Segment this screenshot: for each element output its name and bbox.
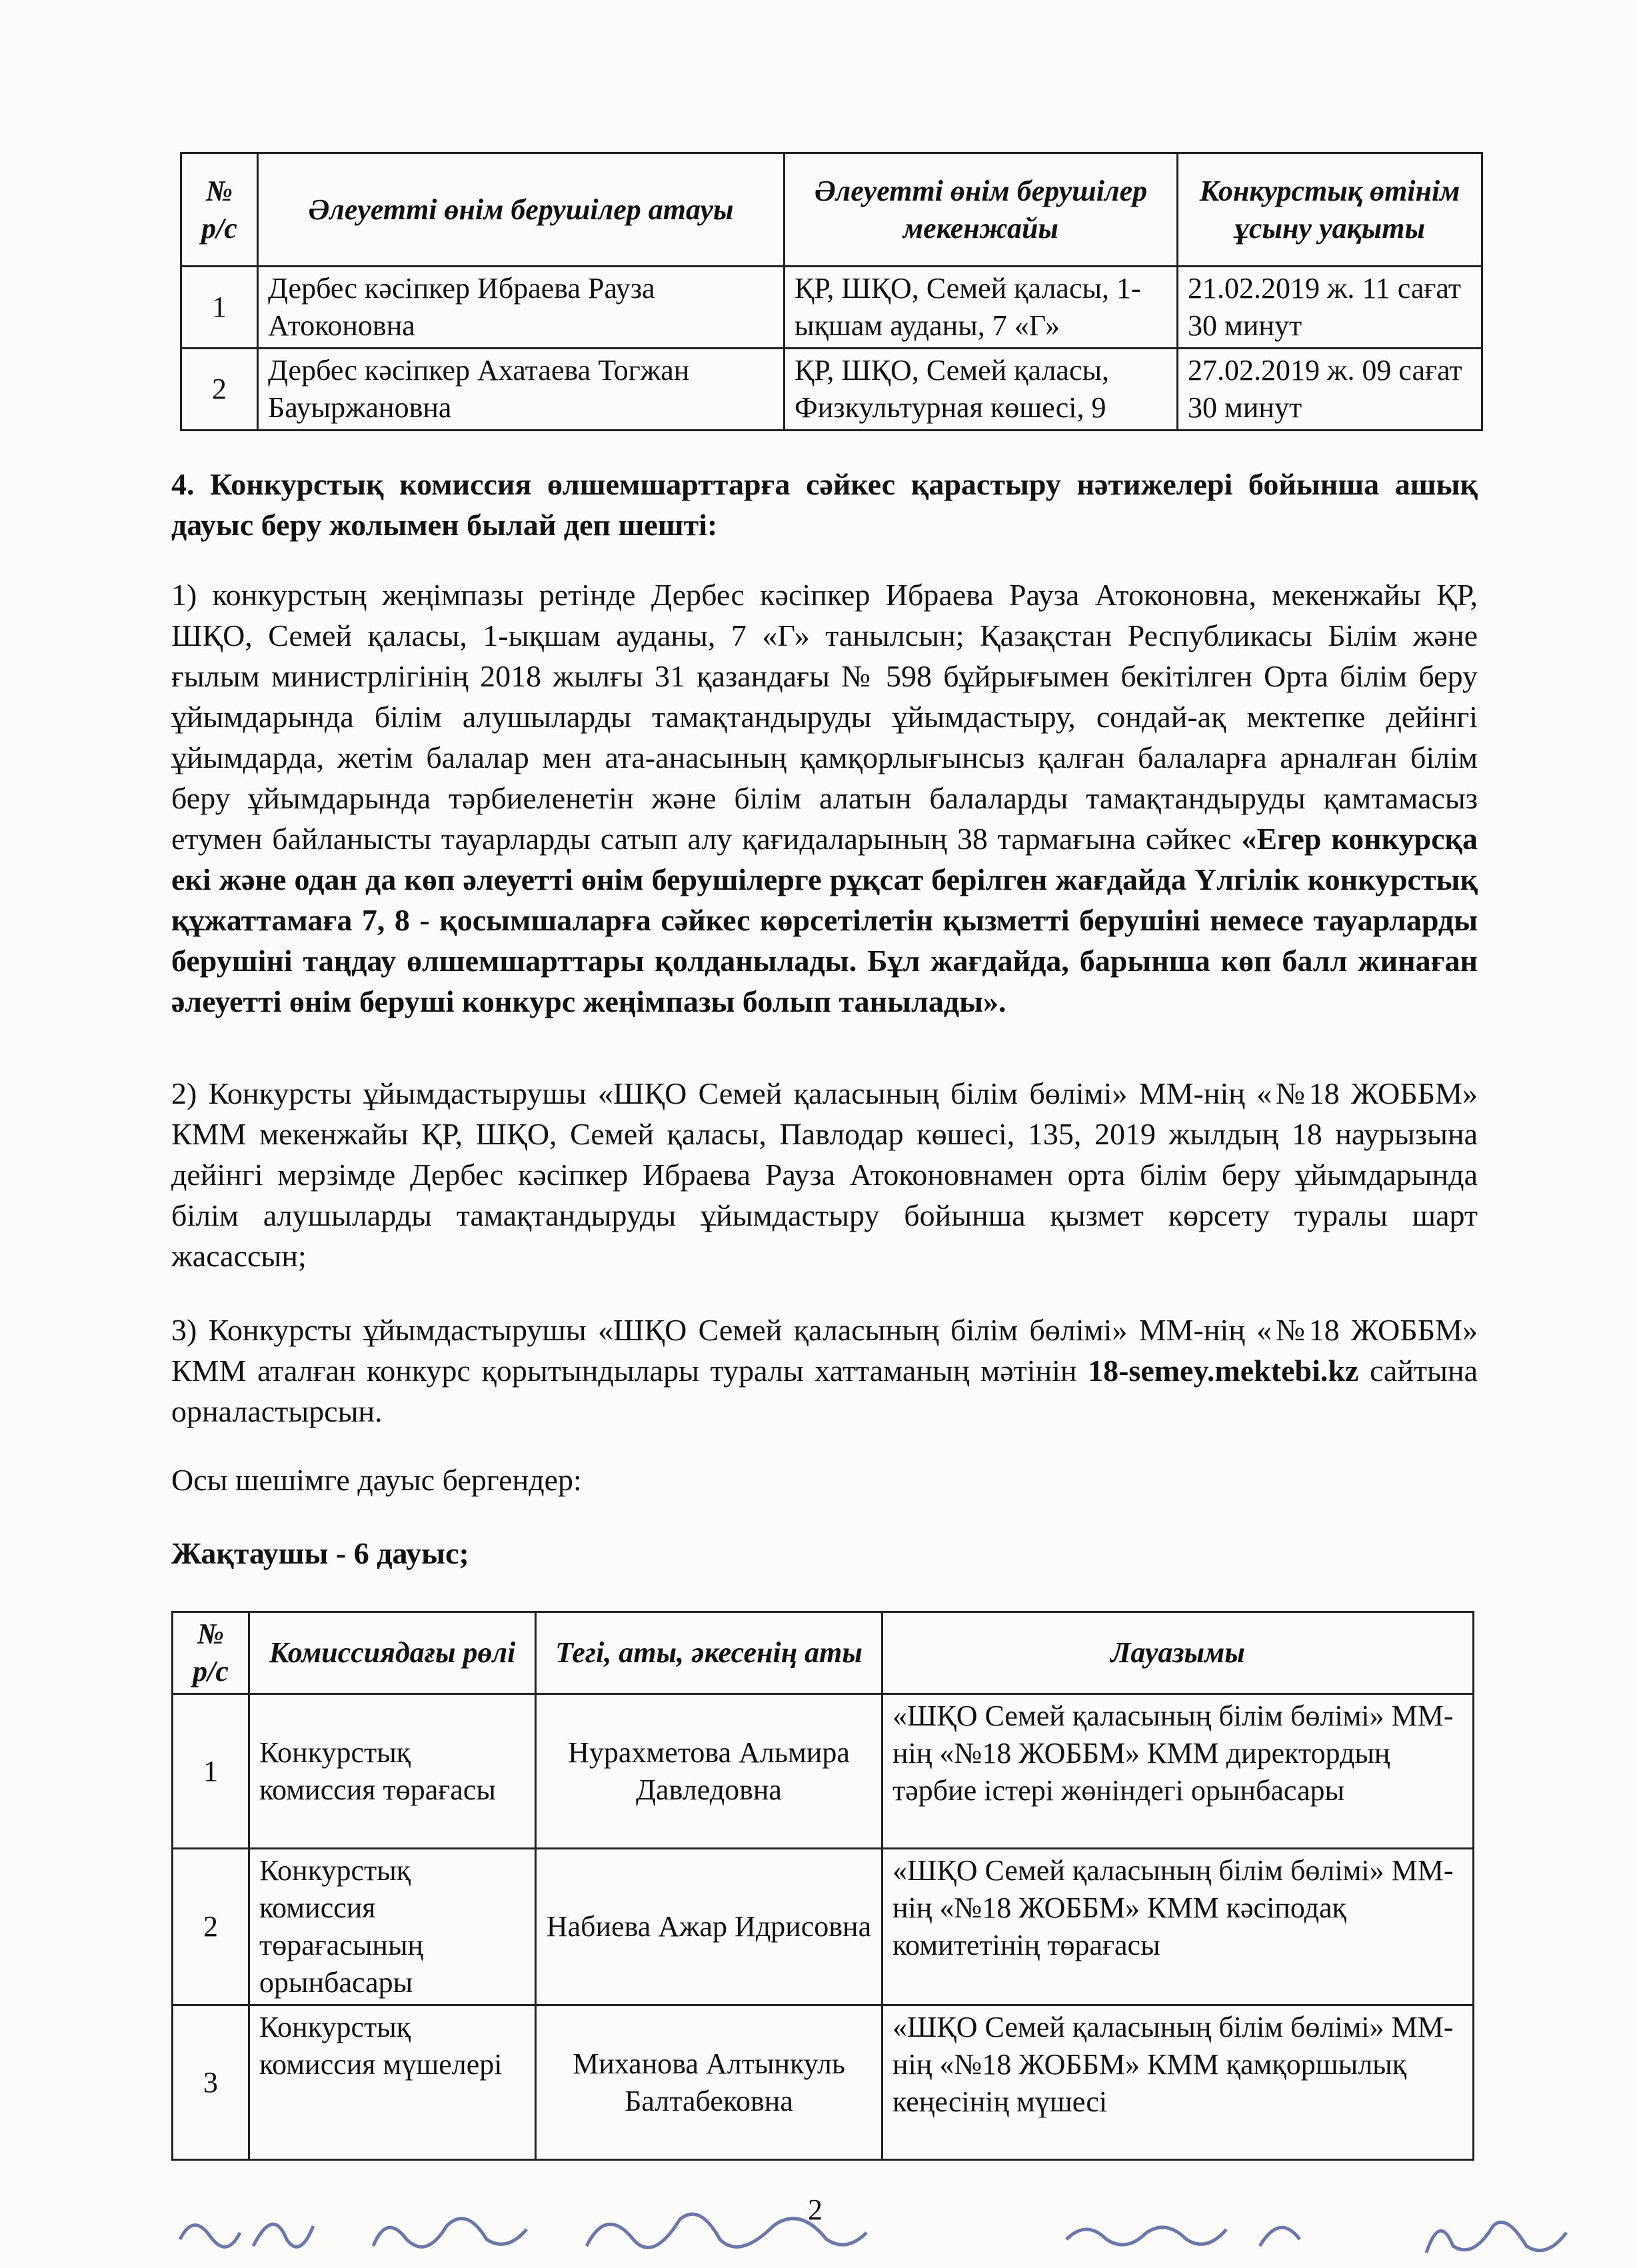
table-row xyxy=(181,349,1482,431)
cell-role: Конкурстық комиссия төрағасының орынбасары xyxy=(249,1849,536,2005)
col-header-supplier-name: Әлеуетті өнім берушілер атауы xyxy=(258,153,785,267)
section-4-heading: 4. Конкурстық комиссия өлшемшарттарға сәйкес қарастыру нәтижелері бойынша ашық дауыс беру жолымен былай деп шешті: xyxy=(171,467,1478,542)
table-row xyxy=(173,1694,1474,1849)
cell-full-name: Набиева Ажар Идрисовна xyxy=(536,1849,882,2005)
col-header-supplier-address: Әлеуетті өнім берушілер мекенжайы xyxy=(785,153,1178,267)
table-header-row xyxy=(181,153,1482,267)
cell-supplier-address: ҚР, ШҚО, Семей қаласы, Физкультурная көшесі, 9 xyxy=(785,349,1178,431)
signature-4 xyxy=(1066,2227,1300,2246)
website-link[interactable]: 18-semey.mektebi.kz xyxy=(1088,1354,1359,1388)
table-row xyxy=(173,1849,1474,2005)
cell-num: 1 xyxy=(173,1694,249,1849)
col-header-position: Лауазымы xyxy=(882,1612,1474,1694)
cell-position: «ШҚО Семей қаласының білім бөлімі» ММ-нің «№18 ЖОББМ» КММ директордың тәрбие істері жөніндегі орынбасары xyxy=(882,1694,1474,1849)
decision-3-tail: сайтына орналастырсын. xyxy=(171,1354,1478,1428)
suppliers-table xyxy=(180,152,1483,431)
cell-supplier-address: ҚР, ШҚО, Семей қаласы, 1-ықшам ауданы, 7 «Г» xyxy=(785,267,1178,349)
commission-table xyxy=(171,1611,1474,2161)
signature-5 xyxy=(1426,2222,1566,2253)
cell-supplier-name: Дербес кәсіпкер Ибраева Рауза Атоконовна xyxy=(258,267,785,349)
table-row xyxy=(173,2005,1474,2160)
signature-3 xyxy=(587,2214,866,2247)
cell-num: 3 xyxy=(173,2005,249,2160)
votes-for: Жақтаушы - 6 дауыс; xyxy=(171,1536,469,1570)
signatures-row xyxy=(173,2199,1606,2266)
signature-2 xyxy=(373,2219,527,2247)
decision-1-quote: «Егер конкурсқа екі және одан да көп әлеуетті өнім берушілерге рұқсат берілген жағдайда Үлгілік конкурстық құжаттамаға 7, 8 - қосымшаларға сәйкес көрсетілетін қызметті берушіні немесе тауарларды берушіні таңдау өлшемшарттары қолданылады. Бұл жағдайда, барынша көп балл жинаған әлеуетті өнім беруші конкурс жеңімпазы болып танылады». xyxy=(171,822,1478,1018)
cell-role: Конкурстық комиссия мүшелері xyxy=(249,2005,536,2160)
cell-role: Конкурстық комиссия төрағасы xyxy=(249,1694,536,1849)
col-header-full-name: Тегі, аты, әкесенің аты xyxy=(536,1612,882,1694)
col-header-role: Комиссиядағы рөлі xyxy=(249,1612,536,1694)
col-header-num: № р/с xyxy=(181,153,258,267)
cell-position: «ШҚО Семей қаласының білім бөлімі» ММ-нің «№18 ЖОББМ» КММ кәсіподақ комитетінің төрағасы xyxy=(882,1849,1474,2005)
cell-submission-time: 21.02.2019 ж. 11 сағат 30 минут xyxy=(1178,267,1482,349)
cell-submission-time: 27.02.2019 ж. 09 сағат 30 минут xyxy=(1178,349,1482,431)
decision-3-text: 3) Конкурсты ұйымдастырушы «ШҚО Семей қаласының білім бөлімі» ММ-нің «№18 ЖОББМ» КММ аталған конкурс қорытындылары туралы хаттаманың мәтінін xyxy=(171,1313,1478,1388)
voted-intro: Осы шешімге дауыс бергендер: xyxy=(171,1463,582,1497)
col-header-submission-time: Конкурстық өтінім ұсыну уақыты xyxy=(1178,153,1482,267)
cell-num: 1 xyxy=(181,267,258,349)
decision-paragraph-2: 2) Конкурсты ұйымдастырушы «ШҚО Семей қаласының білім бөлімі» ММ-нің «№18 ЖОББМ» КММ мекенжайы ҚР, ШҚО, Семей қаласы, Павлодар көшесі, 135, 2019 жылдың 18 наурызына дейінгі мерзімде Дербес кәсіпкер Ибраева Рауза Атоконовнамен орта білім беру ұйымдарында білім алушыларды тамақтандыруды ұйымдастыру бойынша қызмет көрсету туралы шарт жасассын; xyxy=(171,1076,1478,1273)
cell-full-name: Нурахметова Альмира Давледовна xyxy=(536,1694,882,1849)
cell-supplier-name: Дербес кәсіпкер Ахатаева Тогжан Бауыржановна xyxy=(258,349,785,431)
table-header-row xyxy=(173,1612,1474,1694)
table-row xyxy=(181,267,1482,349)
cell-position: «ШҚО Семей қаласының білім бөлімі» ММ-нің «№18 ЖОББМ» КММ қамқоршылық кеңесінің мүшесі xyxy=(882,2005,1474,2160)
decision-1-text: 1) конкурстың жеңімпазы ретінде Дербес кәсіпкер Ибраева Рауза Атоконовна, мекенжайы ҚР, ШҚО, Семей қаласы, 1-ықшам ауданы, 7 «Г» танылсын; Қазақстан Республикасы Білім және ғылым министрлігінің 2018 жылғы 31 қазандағы № 598 бұйрығымен бекітілген Орта білім беру ұйымдарында білім алушыларды тамақтандыруды ұйымдастыру, сондай-ақ мектепке дейінгі ұйымдарда, жетім балалар мен ата-анасының қамқорлығынсыз қалған балаларға арналған білім беру ұйымдарында тәрбиеленетін және білім алатын балаларды тамақтандыруды қамтамасыз етумен байланысты тауарларды сатып алу қағидаларының 38 тармағына сәйкес xyxy=(171,578,1478,856)
decision-paragraph-3 xyxy=(171,1310,1478,1432)
decision-paragraph-1 xyxy=(171,574,1478,1022)
cell-num: 2 xyxy=(181,349,258,431)
cell-full-name: Миханова Алтынкуль Балтабековна xyxy=(536,2005,882,2160)
signature-1 xyxy=(180,2224,313,2247)
page-number: 2 xyxy=(808,2193,822,2226)
cell-num: 2 xyxy=(173,1849,249,2005)
col-header-num: № р/с xyxy=(173,1612,249,1694)
